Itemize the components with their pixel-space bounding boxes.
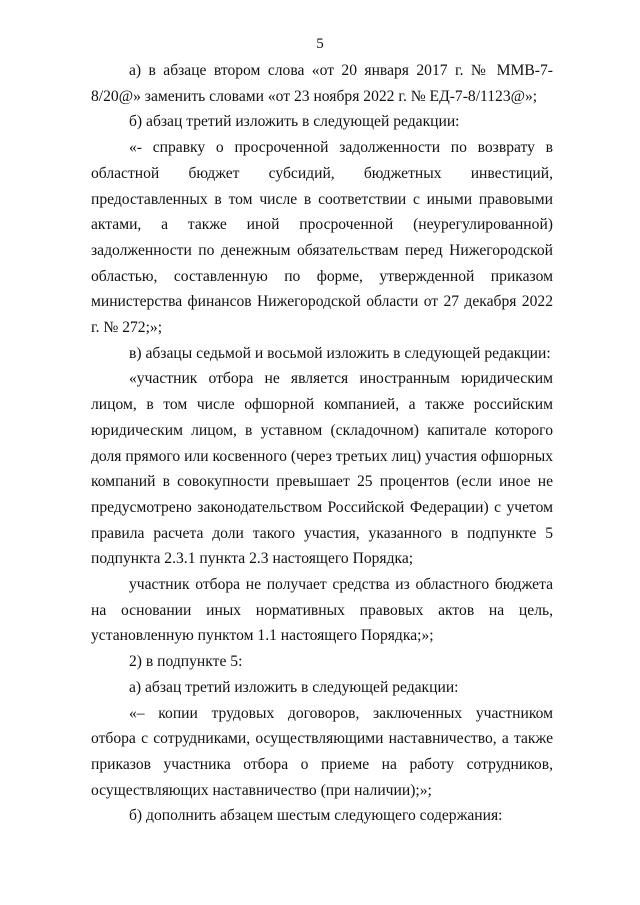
paragraph-debt-certificate: «- справку о просроченной задолженности по возврату в областной бюджет субсидий, бюджетных инвестиций, предоставленных в том числе в соответствии с иными правовыми актами, а также иной просроченной (неурегулированной) задолженности по денежным обязательствам перед Нижегородской областью, составленную по форме, утвержденной приказом министерства финансов Нижегородской области от 27 декабря 2022 г. № 272;»; [91, 139, 553, 337]
paragraph-labor-contracts: «– копии трудовых договоров, заключенных участником отбора с сотрудниками, осуществляющими наставничество, а также приказов участника отбора о приеме на работу сотрудников, осуществляющих наставничество (при наличии);»; [91, 704, 553, 799]
paragraph-subitem-a: а) абзац третий изложить в следующей редакции: [129, 678, 459, 696]
page-number: 5 [316, 36, 324, 52]
paragraph-amend-abzac-2: а) в абзаце втором слова «от 20 января 2017 г. № ММВ-7-8/20@» заменить словами «от 23 ноября 2022 г. № ЕД-7-8/1123@»; [91, 62, 553, 105]
paragraph-item-b: б) абзац третий изложить в следующей редакции: [129, 113, 460, 131]
paragraph-subitem-b: б) дополнить абзацем шестым следующего содержания: [129, 807, 503, 825]
paragraph-subitem-5: 2) в подпункте 5: [129, 653, 243, 671]
paragraph-budget-funds-condition: участник отбора не получает средства из областного бюджета на основании иных нормативных правовых актов на цель, установленную пунктом 1.1 настоящего Порядка;»; [91, 576, 553, 645]
paragraph-offshore-condition: «участник отбора не является иностранным юридическим лицом, в том числе офшорной компанией, а также российским юридическим лицом, в уставном (складочном) капитале которого доля прямого или косвенного (через третьих лиц) участия офшорных компаний в совокупности превышает 25 процентов (если иное не предусмотрено законодательством Российской Федерации) с учетом правила расчета доли такого участия, указанного в подпункте 5 подпункта 2.3.1 пункта 2.3 настоящего Порядка; [91, 370, 553, 568]
document-body [91, 58, 553, 829]
paragraph-item-v: в) абзацы седьмой и восьмой изложить в следующей редакции: [129, 344, 551, 362]
